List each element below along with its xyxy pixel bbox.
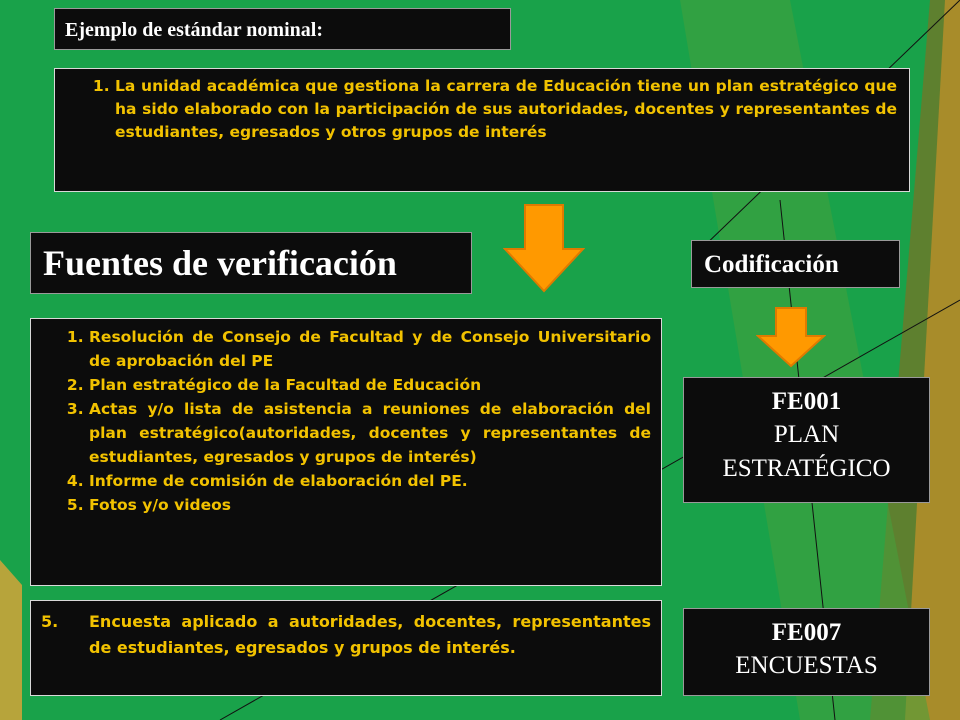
source-item: 3. Actas y/o lista de asistencia a reuniones de elaboración del plan estratégico(autoridades, docentes y representantes de estudiantes, egresados y grupos de interés) (89, 397, 651, 469)
code-box-fe001 (683, 377, 930, 503)
sources-box (30, 318, 662, 586)
verification-heading: Fuentes de verificación (30, 232, 472, 294)
survey-item: Encuesta aplicado a autoridades, docentes, representantes de estudiantes, egresados y grupos de interés. (89, 612, 651, 657)
down-arrow-icon (503, 203, 585, 293)
sources-list (41, 325, 651, 517)
survey-number: 5. (41, 612, 59, 631)
code-box-fe007 (683, 608, 930, 696)
code-id: FE001 (771, 388, 842, 415)
survey-box (30, 600, 662, 696)
code-name: ENCUESTAS (735, 652, 878, 679)
code-name: ESTRATÉGICO (722, 455, 891, 482)
standard-list (67, 75, 897, 144)
source-item: 1. Resolución de Consejo de Facultad y de Consejo Universitario de aprobación del PE (89, 325, 651, 373)
standard-box (54, 68, 910, 192)
survey-row (41, 609, 651, 661)
example-label: Ejemplo de estándar nominal: (54, 8, 511, 50)
code-id: FE007 (771, 619, 842, 646)
source-item: 5. Fotos y/o videos (89, 493, 651, 517)
down-arrow-icon (756, 306, 826, 368)
code-name: PLAN (773, 421, 840, 448)
source-item: 4. Informe de comisión de elaboración del PE. (89, 469, 651, 493)
source-item: 2. Plan estratégico de la Facultad de Educación (89, 373, 651, 397)
standard-item: 1. La unidad académica que gestiona la carrera de Educación tiene un plan estratégico que ha sido elaborado con la participación de sus autoridades, docentes y representantes de estudiantes, egresados y otros grupos de interés (115, 75, 897, 144)
coding-heading: Codificación (691, 240, 900, 288)
